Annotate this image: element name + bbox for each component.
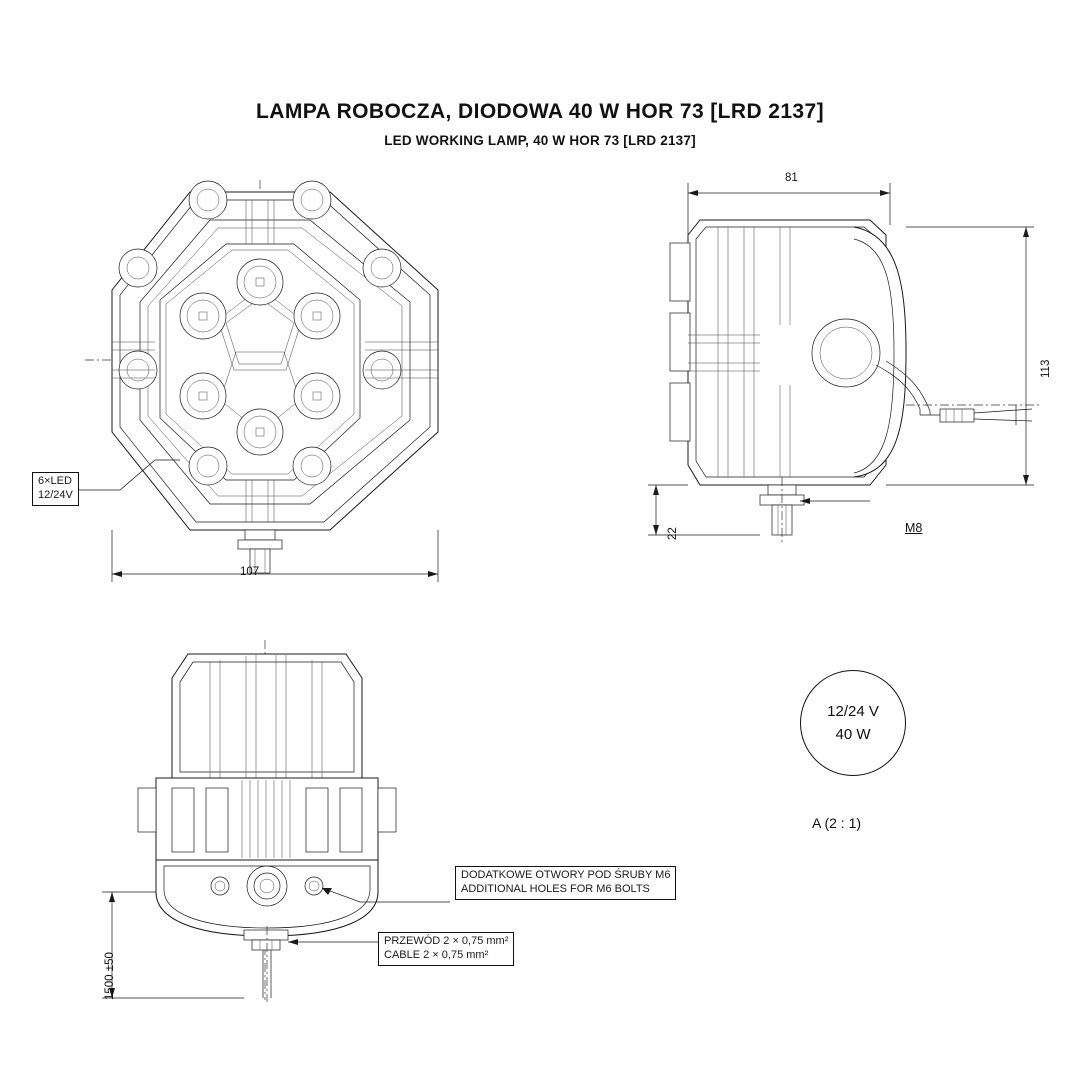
side-view-drawing [640,165,1060,585]
front-view-drawing [60,170,480,600]
badge-power: 40 W [835,726,871,743]
detail-scale-label: A (2 : 1) [812,815,862,831]
thread-label-m8: M8 [905,521,923,535]
side-height-dimension: 113 [1040,359,1052,378]
side-bracket-dimension: 22 [667,527,679,540]
callout-led: 6×LED 12/24V [32,472,79,506]
callout-cable: PRZEWÓD 2 × 0,75 mm² CABLE 2 × 0,75 mm² [378,932,514,966]
side-width-dimension: 81 [785,172,798,184]
cable-length-dimension: 1500 ±50 [104,952,116,1000]
page-title: LAMPA ROBOCZA, DIODOWA 40 W HOR 73 [LRD 2137] [256,100,824,123]
front-width-dimension: 107 [240,566,260,578]
page-subtitle: LED WORKING LAMP, 40 W HOR 73 [LRD 2137] [384,133,696,148]
callout-additional-holes: DODATKOWE OTWORY POD ŚRUBY M6 ADDITIONAL HOLES FOR M6 BOLTS [455,866,676,900]
badge-voltage: 12/24 V [827,702,879,720]
detail-badge [800,670,906,776]
bottom-view-drawing [60,630,490,1030]
